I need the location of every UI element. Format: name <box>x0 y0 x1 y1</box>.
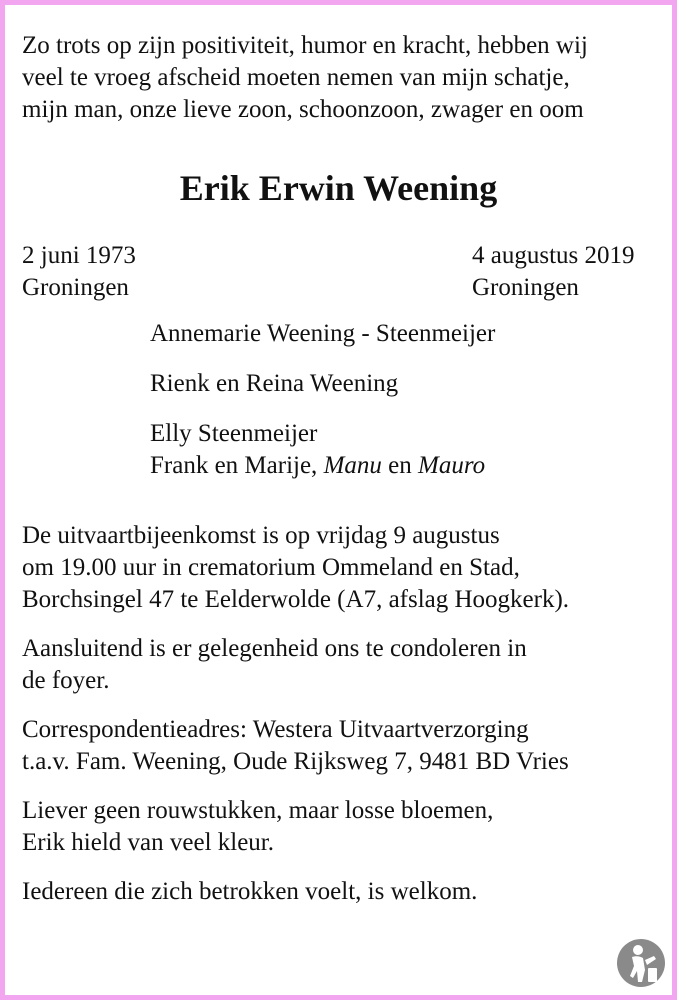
family-group <box>150 418 662 482</box>
condolence-line: Aansluitend is er gelegenheid ons te condoleren in <box>22 635 527 662</box>
intro-paragraph <box>22 30 662 126</box>
death-date: 4 augustus 2019 <box>472 242 635 269</box>
intro-line: mijn man, onze lieve zoon, schoonzoon, zwager en oom <box>22 96 584 123</box>
birth-place: Groningen <box>22 274 129 301</box>
funeral-line: Borchsingel 47 te Eelderwolde (A7, afslag Hoogkerk). <box>22 586 570 613</box>
family-list <box>150 318 662 482</box>
mourning-figure-icon <box>616 938 666 988</box>
family-line: Rienk en Reina Weening <box>150 370 399 397</box>
intro-line: Zo trots op zijn positiviteit, humor en kracht, hebben wij <box>22 32 588 59</box>
correspondence-paragraph <box>22 714 662 778</box>
flowers-line: Erik hield van veel kleur. <box>22 829 275 856</box>
dates-block <box>22 240 662 310</box>
death-place: Groningen <box>472 274 579 301</box>
intro-line: veel te vroeg afscheid moeten nemen van mijn schatje, <box>22 64 570 91</box>
funeral-line: De uitvaartbijeenkomst is op vrijdag 9 augustus <box>22 522 500 549</box>
announcement-text <box>22 30 662 908</box>
correspondence-line: Correspondentieadres: Westera Uitvaartverzorging <box>22 716 529 743</box>
family-line-part: Frank en Marije, <box>150 452 324 479</box>
deceased-name: Erik Erwin Weening <box>179 168 498 208</box>
family-line: Elly Steenmeijer <box>150 420 318 447</box>
grandchild-name: Manu <box>323 452 382 479</box>
welcome-paragraph <box>22 876 662 908</box>
condolence-paragraph <box>22 633 662 697</box>
family-line-part: en <box>381 452 418 479</box>
flowers-line: Liever geen rouwstukken, maar losse bloemen, <box>22 797 494 824</box>
family-line <box>150 450 662 482</box>
correspondence-line: t.a.v. Fam. Weening, Oude Rijksweg 7, 9481 BD Vries <box>22 748 569 775</box>
funeral-paragraph <box>22 520 662 616</box>
birth-info <box>22 240 136 304</box>
welcome-line: Iedereen die zich betrokken voelt, is welkom. <box>22 878 478 905</box>
grandchild-name: Mauro <box>418 452 486 479</box>
flowers-paragraph <box>22 795 662 859</box>
condolence-line: de foyer. <box>22 667 110 694</box>
birth-date: 2 juni 1973 <box>22 242 136 269</box>
family-line: Annemarie Weening - Steenmeijer <box>150 320 496 347</box>
funeral-line: om 19.00 uur in crematorium Ommeland en Stad, <box>22 554 520 581</box>
death-info <box>472 240 635 304</box>
